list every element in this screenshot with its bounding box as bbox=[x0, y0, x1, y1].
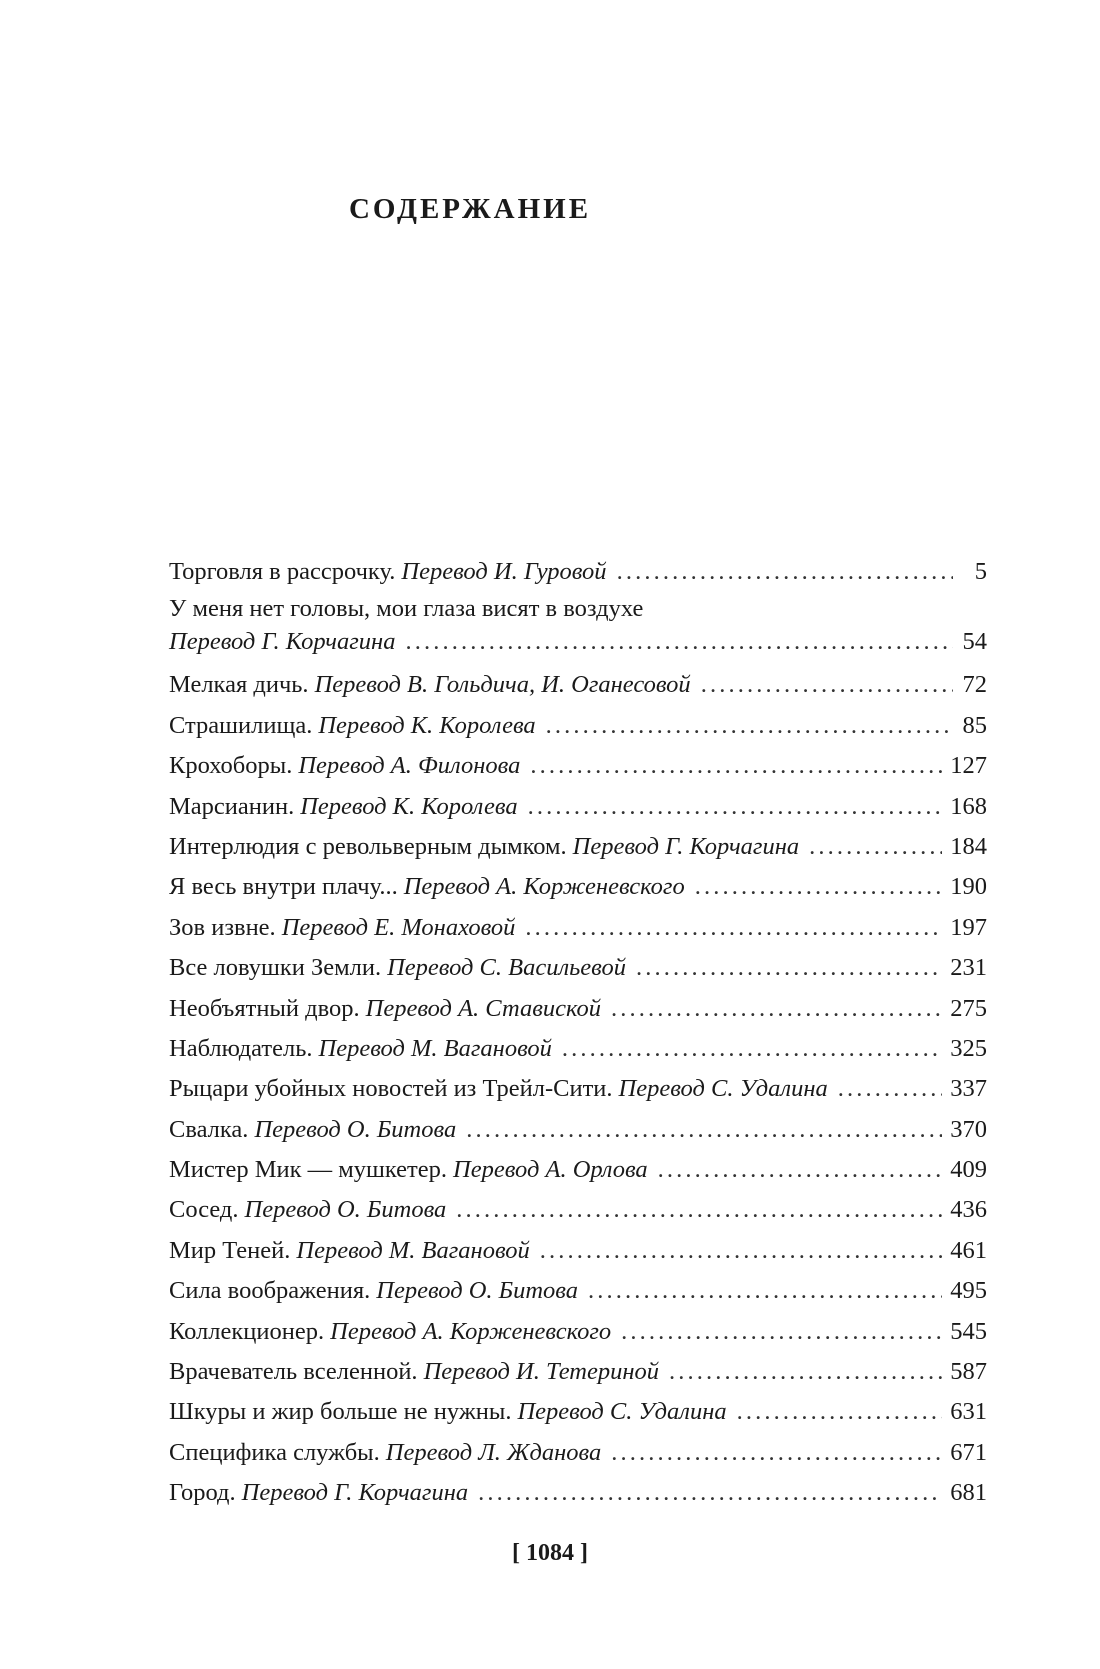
toc-line bbox=[169, 867, 987, 907]
dot-leader bbox=[695, 867, 943, 907]
page-number: 184 bbox=[950, 832, 987, 860]
page-number: 168 bbox=[950, 792, 987, 820]
dot-leader bbox=[617, 552, 953, 592]
page-number: 461 bbox=[950, 1236, 987, 1264]
toc-entry bbox=[169, 592, 987, 658]
dot-leader bbox=[528, 787, 943, 827]
dot-leader bbox=[658, 1150, 943, 1190]
toc-entry bbox=[169, 1069, 987, 1109]
translator-credit: Перевод С. Удалина bbox=[517, 1398, 727, 1426]
story-title: Наблюдатель. bbox=[169, 1034, 313, 1062]
toc-line bbox=[169, 787, 987, 827]
toc-entry bbox=[169, 1150, 987, 1190]
dot-leader bbox=[562, 1029, 942, 1069]
story-title: Мелкая дичь. bbox=[169, 671, 309, 699]
dot-leader bbox=[611, 1433, 942, 1473]
translator-credit: Перевод А. Филонова bbox=[298, 752, 521, 780]
toc-line bbox=[169, 827, 987, 867]
story-title: Рыцари убойных новостей из Трейл-Сити. bbox=[169, 1075, 613, 1103]
toc-line bbox=[169, 1473, 987, 1513]
dot-leader bbox=[838, 1069, 943, 1109]
toc-line bbox=[169, 746, 987, 786]
page-number: 325 bbox=[950, 1034, 987, 1062]
toc-line bbox=[169, 1029, 987, 1069]
dot-leader bbox=[809, 827, 942, 867]
table-of-contents bbox=[169, 552, 987, 1514]
page-number: 5 bbox=[974, 558, 987, 585]
page-number: 631 bbox=[950, 1398, 987, 1426]
story-title: У меня нет головы, мои глаза висят в воздухе bbox=[169, 595, 644, 623]
translator-credit: Перевод О. Битова bbox=[376, 1277, 579, 1305]
page-number: 495 bbox=[950, 1277, 987, 1305]
dot-leader bbox=[636, 948, 942, 988]
dot-leader bbox=[456, 1190, 942, 1230]
toc-entry bbox=[169, 989, 987, 1029]
toc-line bbox=[169, 1110, 987, 1150]
toc-entry bbox=[169, 1433, 987, 1473]
toc-entry bbox=[169, 827, 987, 867]
translator-credit: Перевод И. Тетериной bbox=[423, 1358, 659, 1386]
dot-leader bbox=[530, 746, 942, 786]
story-title: Торговля в рассрочку. bbox=[169, 558, 396, 585]
translator-credit: Перевод С. Удалина bbox=[618, 1075, 828, 1103]
toc-line bbox=[169, 625, 987, 658]
translator-credit: Перевод М. Вагановой bbox=[296, 1236, 530, 1264]
page-number: 85 bbox=[962, 711, 987, 739]
story-title: Свалка. bbox=[169, 1115, 249, 1143]
story-title: Сила воображения. bbox=[169, 1277, 371, 1305]
translator-credit: Перевод А. Ставиской bbox=[365, 994, 602, 1022]
dot-leader bbox=[405, 625, 953, 658]
translator-credit: Перевод В. Гольдича, И. Оганесовой bbox=[314, 671, 691, 699]
toc-line bbox=[169, 1392, 987, 1432]
toc-line bbox=[169, 1231, 987, 1271]
translator-credit: Перевод М. Вагановой bbox=[318, 1034, 552, 1062]
page-number: 72 bbox=[962, 671, 987, 699]
dot-leader bbox=[546, 706, 953, 746]
translator-credit: Перевод С. Васильевой bbox=[387, 954, 626, 982]
translator-credit: Перевод Е. Монаховой bbox=[281, 913, 516, 941]
toc-entry bbox=[169, 746, 987, 786]
toc-line bbox=[169, 1312, 987, 1352]
translator-credit: Перевод Г. Корчагина bbox=[572, 832, 800, 860]
story-title: Шкуры и жир больше не нужны. bbox=[169, 1398, 512, 1426]
toc-line bbox=[169, 908, 987, 948]
story-title: Марсианин. bbox=[169, 792, 295, 820]
translator-credit: Перевод О. Битова bbox=[244, 1196, 447, 1224]
toc-entry bbox=[169, 867, 987, 907]
story-title: Врачеватель вселенной. bbox=[169, 1358, 418, 1386]
page-number: 231 bbox=[950, 954, 987, 982]
story-title: Специфика службы. bbox=[169, 1438, 380, 1466]
dot-leader bbox=[466, 1110, 942, 1150]
toc-line bbox=[169, 1190, 987, 1230]
story-title: Город. bbox=[169, 1479, 236, 1507]
toc-line bbox=[169, 665, 987, 705]
toc-entry bbox=[169, 1110, 987, 1150]
dot-leader bbox=[611, 989, 942, 1029]
story-title: Сосед. bbox=[169, 1196, 239, 1224]
toc-entry bbox=[169, 1392, 987, 1432]
toc-entry bbox=[169, 908, 987, 948]
translator-credit: Перевод К. Королева bbox=[318, 711, 536, 739]
toc-entry bbox=[169, 787, 987, 827]
page-number: 681 bbox=[950, 1479, 987, 1507]
toc-entry bbox=[169, 1271, 987, 1311]
page-number: 545 bbox=[950, 1317, 987, 1345]
story-title: Коллекционер. bbox=[169, 1317, 325, 1345]
toc-line bbox=[169, 1271, 987, 1311]
page-number: 409 bbox=[950, 1156, 987, 1184]
toc-line bbox=[169, 989, 987, 1029]
dot-leader bbox=[478, 1473, 942, 1513]
story-title: Мистер Мик — мушкетер. bbox=[169, 1156, 448, 1184]
translator-credit: Перевод К. Королева bbox=[300, 792, 518, 820]
translator-credit: Перевод О. Битова bbox=[254, 1115, 457, 1143]
story-title: Необъятный двор. bbox=[169, 994, 360, 1022]
translator-credit: Перевод И. Гуровой bbox=[401, 558, 607, 585]
story-title: Мир Теней. bbox=[169, 1236, 291, 1264]
page-title: СОДЕРЖАНИЕ bbox=[348, 193, 592, 226]
translator-credit: Перевод Г. Корчагина bbox=[241, 1479, 469, 1507]
toc-line bbox=[169, 1352, 987, 1392]
translator-credit: Перевод А. Корженевского bbox=[330, 1317, 612, 1345]
dot-leader bbox=[737, 1392, 943, 1432]
translator-credit: Перевод Л. Жданова bbox=[385, 1438, 602, 1466]
story-title: Я весь внутри плачу... bbox=[169, 873, 398, 901]
dot-leader bbox=[669, 1352, 942, 1392]
page-number: 671 bbox=[950, 1438, 987, 1466]
toc-entry bbox=[169, 1312, 987, 1352]
page-number: 127 bbox=[950, 752, 987, 780]
page-number: 587 bbox=[950, 1358, 987, 1386]
page-folio-number: [ 1084 ] bbox=[512, 1540, 588, 1566]
dot-leader bbox=[540, 1231, 942, 1271]
page-number: 197 bbox=[950, 913, 987, 941]
toc-entry bbox=[169, 706, 987, 746]
toc-line bbox=[169, 948, 987, 988]
translator-credit: Перевод А. Корженевского bbox=[403, 873, 685, 901]
page-number: 436 bbox=[950, 1196, 987, 1224]
toc-entry bbox=[169, 552, 987, 592]
page-number: 337 bbox=[950, 1075, 987, 1103]
dot-leader bbox=[588, 1271, 942, 1311]
toc-entry bbox=[169, 1352, 987, 1392]
toc-line bbox=[169, 552, 987, 592]
page-number: 54 bbox=[962, 628, 987, 656]
dot-leader bbox=[525, 908, 942, 948]
toc-entry bbox=[169, 1473, 987, 1513]
toc-entry bbox=[169, 1231, 987, 1271]
page-number: 370 bbox=[950, 1115, 987, 1143]
toc-entry bbox=[169, 665, 987, 705]
toc-line bbox=[169, 1069, 987, 1109]
story-title: Крохоборы. bbox=[169, 752, 293, 780]
toc-line bbox=[169, 1150, 987, 1190]
toc-line bbox=[169, 1433, 987, 1473]
translator-credit: Перевод Г. Корчагина bbox=[169, 628, 396, 656]
page-number: 275 bbox=[950, 994, 987, 1022]
page-number: 190 bbox=[950, 873, 987, 901]
dot-leader bbox=[701, 665, 953, 705]
toc-line bbox=[169, 706, 987, 746]
story-title: Все ловушки Земли. bbox=[169, 954, 382, 982]
story-title: Страшилища. bbox=[169, 711, 313, 739]
translator-credit: Перевод А. Орлова bbox=[453, 1156, 648, 1184]
dot-leader bbox=[621, 1312, 942, 1352]
story-title: Интерлюдия с револьверным дымком. bbox=[169, 832, 567, 860]
toc-entry bbox=[169, 1190, 987, 1230]
toc-entry bbox=[169, 948, 987, 988]
story-title: Зов извне. bbox=[169, 913, 276, 941]
toc-entry bbox=[169, 1029, 987, 1069]
